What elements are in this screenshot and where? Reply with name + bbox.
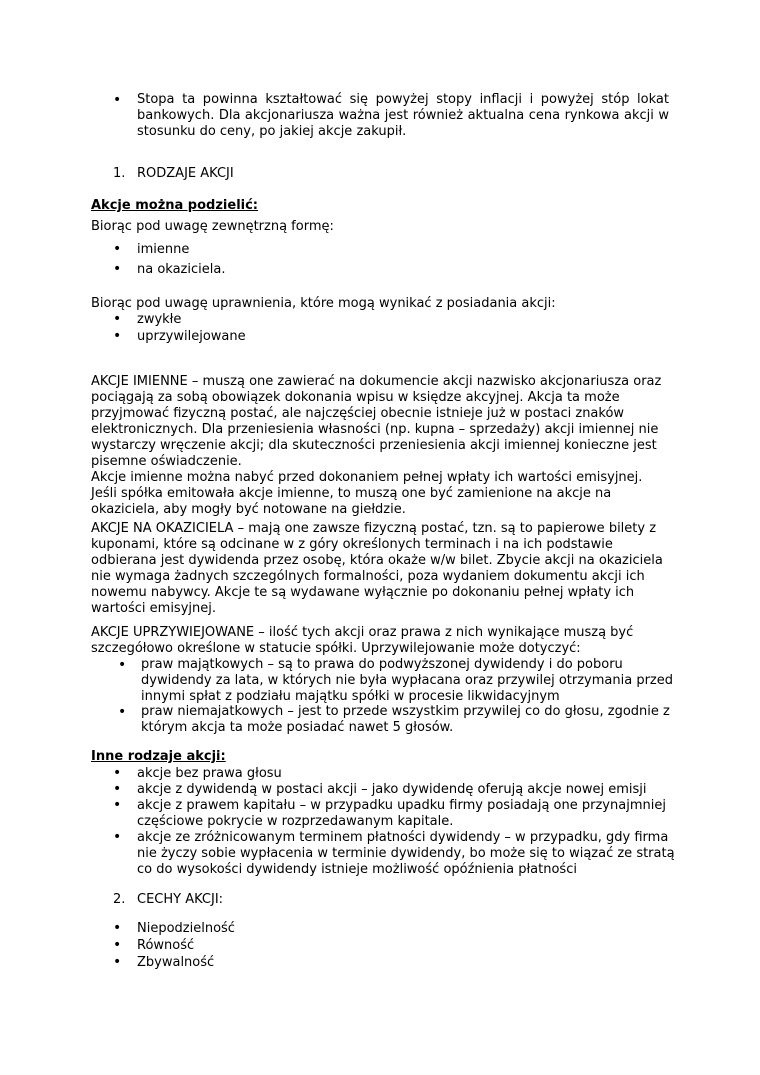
uprzywilejowane-paragraph bbox=[91, 625, 691, 657]
imienne-line: przyjmować fizyczną postać, ale najczęściej obecnie istnieje już w postaci znaków bbox=[91, 406, 625, 421]
section-2-number: 2. bbox=[113, 892, 126, 907]
bullet-marker: • bbox=[113, 797, 122, 813]
imienne-line: pisemne oświadczenie. bbox=[91, 454, 242, 469]
item-line: co do wysokości dywidendy istnieje możliwość opóźnienia płatności bbox=[137, 862, 577, 877]
imienne-line: elektronicznych. Dla przeniesienia własności (np. kupna – sprzedaży) akcji imiennej nie bbox=[91, 422, 659, 437]
okaziciela-paragraph bbox=[91, 521, 691, 617]
uprawnienia-item-uprzywilejowane: uprzywilejowane bbox=[137, 329, 246, 344]
section-1-number: 1. bbox=[113, 166, 126, 181]
uprawnienia-intro: Biorąc pod uwagę uprawnienia, które mogą wynikać z posiadania akcji: bbox=[91, 296, 556, 311]
okaziciela-line: odbierana jest dywidenda przez osobę, która okaże w/w bilet. Zbycie akcji na okaziciela bbox=[91, 553, 663, 568]
okaziciela-line: nowemu nabywcy. Akcje te są wydawane wyłącznie po dokonaniu pełnej wpłaty ich bbox=[91, 585, 635, 600]
bullet-marker: • bbox=[118, 704, 127, 720]
item-line: akcje z prawem kapitału – w przypadku upadku firmy posiadają one przynajmniej bbox=[137, 798, 666, 813]
intro-line-1: Stopa ta powinna kształtować się powyżej stopy inflacji i powyżej stóp lokat bbox=[137, 92, 669, 107]
imienne-line: Akcje imienne można nabyć przed dokonaniem pełnej wpłaty ich wartości emisyjnej. bbox=[91, 470, 643, 485]
item-line: praw majątkowych – są to prawa do podwyższonej dywidendy i do poboru bbox=[141, 657, 623, 672]
intro-paragraph bbox=[137, 92, 669, 140]
imienne-line: wystarczy wręczenie akcji; dla skuteczności przeniesienia akcji imiennej konieczne jest bbox=[91, 438, 657, 453]
cecha-rownosc: Równość bbox=[137, 938, 195, 953]
uprzywilejowane-item-majatkowe bbox=[141, 657, 701, 705]
bullet-marker: • bbox=[113, 328, 122, 344]
forma-item-okaziciela: na okaziciela. bbox=[137, 262, 226, 277]
imienne-paragraph bbox=[91, 374, 691, 518]
bullet-marker: • bbox=[113, 765, 122, 781]
bullet-marker: • bbox=[113, 781, 122, 797]
bullet-marker: • bbox=[113, 261, 122, 277]
okaziciela-line: wartości emisyjnej. bbox=[91, 601, 216, 616]
item-line: innymi spłat z podziału majątku spółki w procesie likwidacyjnym bbox=[141, 689, 560, 704]
bullet-marker: • bbox=[113, 829, 122, 845]
uprzywilejowane-line: AKCJE UPRZYWIEJOWANE – ilość tych akcji oraz prawa z nich wynikające muszą być bbox=[91, 625, 634, 640]
section-2-title: CECHY AKCJI: bbox=[137, 892, 224, 907]
uprawnienia-item-zwykle: zwykłe bbox=[137, 312, 182, 327]
inne-heading: Inne rodzaje akcji: bbox=[91, 749, 226, 764]
item-line: którym akcja ta może posiadać nawet 5 głosów. bbox=[141, 720, 454, 735]
inne-item-bez-glosu: akcje bez prawa głosu bbox=[137, 766, 282, 781]
bullet-marker: • bbox=[113, 311, 122, 327]
imienne-line: pociągają za sobą obowiązek dokonania wpisu w księdze akcyjnej. Akcja ta może bbox=[91, 390, 620, 405]
forma-item-imienne: imienne bbox=[137, 242, 190, 257]
forma-intro: Biorąc pod uwagę zewnętrzną formę: bbox=[91, 219, 334, 234]
inne-item-dywidenda-akcje: akcje z dywidendą w postaci akcji – jako dywidendę oferują akcje nowej emisji bbox=[137, 782, 647, 797]
bullet-marker: • bbox=[113, 937, 122, 953]
intro-line-2: bankowych. Dla akcjonariusza ważna jest również aktualna cena rynkowa akcji w bbox=[137, 108, 669, 123]
cecha-zbywalnosc: Zbywalność bbox=[137, 955, 215, 970]
intro-line-3: stosunku do ceny, po jakiej akcje zakupił. bbox=[137, 124, 407, 139]
bullet-marker: • bbox=[113, 92, 122, 108]
item-line: nie życzy sobie wypłacenia w terminie dywidendy, bo może się to wiązać ze stratą bbox=[137, 846, 675, 861]
item-line: dywidendy za lata, w których nie była wypłacana oraz przywilej otrzymania przed bbox=[141, 673, 673, 688]
item-line: częściowe pokrycie w rozprzedawanym kapitale. bbox=[137, 814, 454, 829]
okaziciela-line: kuponami, które są odcinane w z góry określonych terminach i na ich podstawie bbox=[91, 537, 613, 552]
item-line: akcje ze zróżnicowanym terminem płatności dywidendy – w przypadku, gdy firma bbox=[137, 830, 669, 845]
cecha-niepodzielnosc: Niepodzielność bbox=[137, 921, 235, 936]
inne-item-zroznicowany-termin bbox=[137, 830, 697, 878]
bullet-marker: • bbox=[118, 657, 127, 673]
okaziciela-line: nie wymaga żadnych szczególnych formalności, poza wydaniem dokumentu akcji ich bbox=[91, 569, 645, 584]
uprzywilejowane-line: szczegółowo określone w statucie spółki. Uprzywilejowanie może dotyczyć: bbox=[91, 641, 581, 656]
imienne-line: Jeśli spółka emitowała akcje imienne, to muszą one być zamienione na akcje na bbox=[91, 486, 612, 501]
section-1-title: RODZAJE AKCJI bbox=[137, 166, 234, 181]
podzial-heading: Akcje można podzielić: bbox=[91, 198, 259, 213]
bullet-marker: • bbox=[113, 954, 122, 970]
imienne-line: okaziciela, aby mogły być notowane na giełdzie. bbox=[91, 502, 406, 517]
uprzywilejowane-item-niemajatkowe bbox=[141, 704, 701, 736]
bullet-marker: • bbox=[113, 241, 122, 257]
inne-item-prawo-kapitalu bbox=[137, 798, 697, 830]
item-line: praw niemajatkowych – jest to przede wszystkim przywilej co do głosu, zgodnie z bbox=[141, 704, 670, 719]
bullet-marker: • bbox=[113, 920, 122, 936]
imienne-line: AKCJE IMIENNE – muszą one zawierać na dokumencie akcji nazwisko akcjonariusza oraz bbox=[91, 374, 662, 389]
okaziciela-line: AKCJE NA OKAZICIELA – mają one zawsze fizyczną postać, tzn. są to papierowe bilety z bbox=[91, 521, 657, 536]
